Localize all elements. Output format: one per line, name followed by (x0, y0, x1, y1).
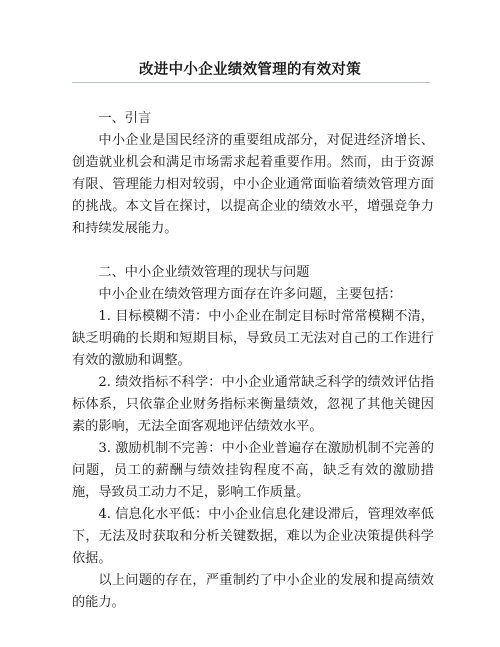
section-introduction (72, 108, 434, 240)
document-title: 改进中小企业绩效管理的有效对策 (139, 61, 361, 78)
paragraph: 以上问题的存在，严重制约了中小企业的发展和提高绩效的能力。 (72, 573, 434, 610)
list-item: 3. 激励机制不完善：中小企业普遍存在激励机制不完善的问题，员工的薪酬与绩效挂钩程度不高，缺乏有效的激励措施，导致员工动力不足，影响工作质量。 (72, 441, 434, 500)
list-item: 1. 目标模糊不清：中小企业在制定目标时常常模糊不清，缺乏明确的长期和短期目标，导致员工无法对自己的工作进行有效的激励和调整。 (72, 309, 434, 368)
document-body (72, 108, 434, 614)
section-spacer (72, 240, 434, 262)
section-heading: 一、引言 (98, 111, 152, 126)
section-status-and-problems (72, 262, 434, 614)
paragraph: 中小企业在绩效管理方面存在许多问题，主要包括： (98, 287, 402, 302)
paragraph: 中小企业是国民经济的重要组成部分，对促进经济增长、创造就业机会和满足市场需求起着重要作用。然而，由于资源有限、管理能力相对较弱，中小企业通常面临着绩效管理方面的挑战。本文旨在探讨，以提高企业的绩效水平，增强竞争力和持续发展能力。 (72, 133, 434, 236)
list-item: 4. 信息化水平低：中小企业信息化建设滞后，管理效率低下，无法及时获取和分析关键数据，难以为企业决策提供科学依据。 (72, 507, 434, 566)
title-underline (72, 82, 430, 83)
section-heading: 二、中小企业绩效管理的现状与问题 (98, 265, 310, 280)
list-item: 2. 绩效指标不科学：中小企业通常缺乏科学的绩效评估指标体系，只依靠企业财务指标来衡量绩效，忽视了其他关键因素的影响，无法全面客观地评估绩效水平。 (72, 375, 434, 434)
